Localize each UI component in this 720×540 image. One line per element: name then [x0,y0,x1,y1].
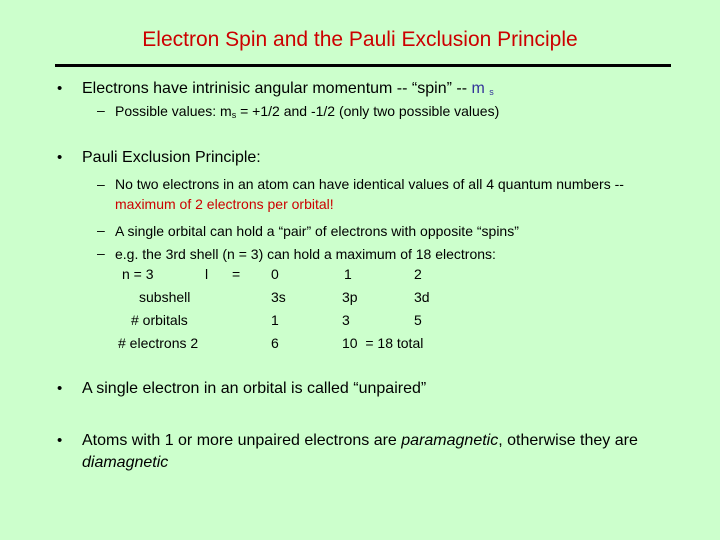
table-cell: 3 [342,312,350,328]
table-cell: 6 [271,335,279,351]
sub-possible-values: Possible values: $m_s = +1/2$ and -1/2 (only two possible values) [115,103,500,120]
bullet-pauli: Pauli Exclusion Principle: [82,149,261,166]
table-cell: 3s [271,289,286,305]
table-cell: 1 [271,312,279,328]
paramagnetic-term: paramagnetic [401,432,499,449]
diamagnetic-term: diamagnetic [82,454,169,471]
bullet-marker: • [57,149,63,166]
bullet-unpaired: A single electron in an orbital is called “unpaired” [82,380,427,397]
table-cell: 1 [344,266,352,282]
title-divider [55,64,671,67]
table-row-label: # electrons 2 [118,335,199,351]
sub-no-two-electrons: No two electrons in an atom can have identical values of all 4 quantum numbers -- maximum of 2 electrons per orbital! [115,176,624,212]
table-row-label: # orbitals [131,312,188,328]
bullet-marker: • [57,380,63,397]
bullet-paramagnetic: Atoms with 1 or more unpaired electrons are paramagnetic, otherwise they are diamagnetic [82,432,638,471]
bullet-marker: • [57,80,63,97]
table-cell: 2 [414,266,422,282]
ms-symbol: m $_s$ [471,80,494,97]
table-cell: 5 [414,312,422,328]
table-cell: 0 [271,266,279,282]
dash-marker: – [97,245,105,261]
table-equals: = [232,266,241,282]
dash-marker: – [97,102,105,118]
dash-marker: – [97,222,105,238]
bullet-spin-text: Electrons have intrinisic angular momentum -- “spin” -- [82,80,472,97]
table-row-label: subshell [139,289,191,305]
table-cell: 10 = 18 total [342,335,424,351]
bullet-marker: • [57,432,63,449]
table-n-value: n = 3 [122,266,154,282]
dash-marker: – [97,176,105,192]
slide-title: Electron Spin and the Pauli Exclusion Principle [142,28,578,51]
max-two-electrons-highlight: maximum of 2 electrons per orbital! [115,196,334,212]
table-l-label: l [205,266,209,282]
table-cell: 3d [414,289,430,305]
sub-single-orbital: A single orbital can hold a “pair” of electrons with opposite “spins” [115,223,519,239]
sub-third-shell: e.g. the 3rd shell (n = 3) can hold a maximum of 18 electrons: [115,246,496,262]
table-cell: 3p [342,289,358,305]
